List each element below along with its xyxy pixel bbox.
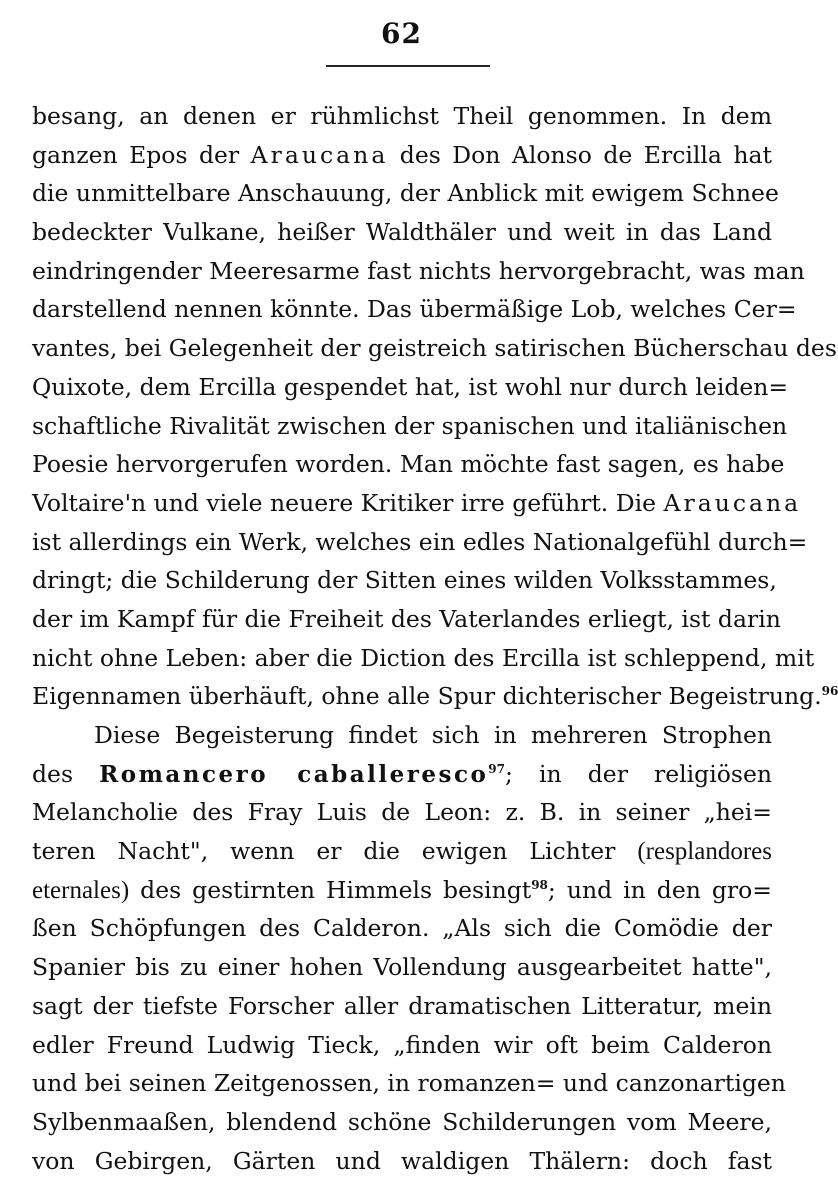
text-run: besang, an denen er rühmlichst Theil genommen. In dem [32, 102, 772, 130]
text-run: (resplandores [637, 838, 772, 866]
text-line [32, 252, 805, 291]
text-run: Araucana [663, 488, 802, 517]
text-line [32, 1064, 786, 1103]
text-line [32, 677, 838, 716]
text-line [32, 987, 772, 1026]
text-line [32, 716, 772, 755]
text-run: Quixote, dem Ercilla gespendet hat, ist wohl nur durch leiden= [32, 372, 789, 401]
text-run: Melancholie des Fray Luis de Leon: z. B. in seiner „hei= [32, 798, 772, 827]
footnote-marker: 96 [821, 684, 838, 699]
text-run: nicht ohne Leben: aber die Diction des Ercilla ist schleppend, mit [32, 643, 815, 672]
page-number: 62 [381, 17, 422, 50]
text-line [32, 445, 785, 484]
text-run: Voltaire'n und viele neuere Kritiker irre geführt. Die [32, 488, 664, 517]
text-run: vantes, bei Gelegenheit der geistreich satirischen Bücherschau des [32, 334, 837, 363]
text-run: Spanier bis zu einer hohen Vollendung ausgearbeitet hatte", [32, 953, 772, 982]
text-line [32, 948, 772, 987]
text-line [32, 1103, 772, 1142]
text-run: Eigennamen überhäuft, ohne alle Spur dichterischer Begeistrung. [32, 682, 822, 711]
text-line [32, 213, 772, 252]
text-run: der im Kampf für die Freiheit des Vaterlandes erliegt, ist darin [32, 604, 781, 633]
text-run: des [32, 759, 100, 788]
text-line [32, 1142, 772, 1181]
text-line [32, 368, 789, 407]
text-run: schaftliche Rivalität zwischen der spanischen und italiänischen [32, 411, 788, 440]
text-run: ßen Schöpfungen des Calderon. „Als sich die Comödie der [32, 914, 772, 943]
text-line [32, 832, 772, 871]
text-run: edler Freund Ludwig Tieck, „finden wir oft beim Calderon [32, 1030, 772, 1059]
header-rule [326, 65, 490, 67]
text-line [32, 407, 788, 446]
footnote-marker: 97 [488, 761, 505, 776]
text-line [32, 793, 772, 832]
text-run: darstellend nennen könnte. Das übermäßige Lob, welches Cer= [32, 295, 797, 324]
text-run: Sylbenmaaßen, blendend schöne Schilderungen vom Meere, [32, 1107, 772, 1136]
text-run: von Gebirgen, Gärten und waldigen Thälern: doch fast [32, 1146, 772, 1175]
text-line [32, 484, 802, 523]
text-line [32, 639, 815, 678]
text-line [32, 755, 772, 794]
text-run: eternales) [32, 876, 130, 904]
text-line [32, 97, 772, 136]
text-run: des Don Alonso de Ercilla hat [388, 140, 772, 169]
text-run: des gestirnten Himmels besingt [129, 875, 532, 904]
text-line [32, 561, 777, 600]
text-line [32, 136, 772, 175]
text-run: ; und in den gro= [547, 875, 772, 904]
body-text [32, 97, 838, 1180]
footnote-marker: 98 [531, 877, 548, 892]
text-run: dringt; die Schilderung der Sitten eines wilden Volksstammes, [32, 566, 777, 595]
text-run: teren Nacht", wenn er die ewigen Lichter [32, 837, 638, 866]
text-line [32, 174, 779, 213]
text-run: Diese Begeisterung findet sich in mehreren Strophen [94, 721, 772, 749]
text-run: ist allerdings ein Werk, welches ein edles Nationalgefühl durch= [32, 527, 808, 556]
text-line [32, 523, 808, 562]
text-line [32, 1026, 772, 1065]
text-run: die unmittelbare Anschauung, der Anblick mit ewigem Schnee [32, 179, 779, 208]
text-line [32, 329, 837, 368]
text-run: ganzen Epos der [32, 140, 251, 169]
text-run: Araucana [250, 140, 389, 169]
text-run: ; in der religiösen [505, 759, 772, 788]
text-run: Poesie hervorgerufen worden. Man möchte fast sagen, es habe [32, 450, 785, 479]
text-line [32, 290, 797, 329]
text-run: eindringender Meeresarme fast nichts hervorgebracht, was man [32, 256, 805, 285]
text-line [32, 871, 772, 910]
text-run: sagt der tiefste Forscher aller dramatischen Litteratur, mein [32, 991, 772, 1020]
text-line [32, 600, 781, 639]
text-run: und bei seinen Zeitgenossen, in romanzen= und canzonartigen [32, 1069, 786, 1098]
text-run: Romancero caballeresco [99, 760, 489, 788]
text-line [32, 909, 772, 948]
text-run: bedeckter Vulkane, heißer Waldthäler und weit in das Land [32, 218, 772, 247]
